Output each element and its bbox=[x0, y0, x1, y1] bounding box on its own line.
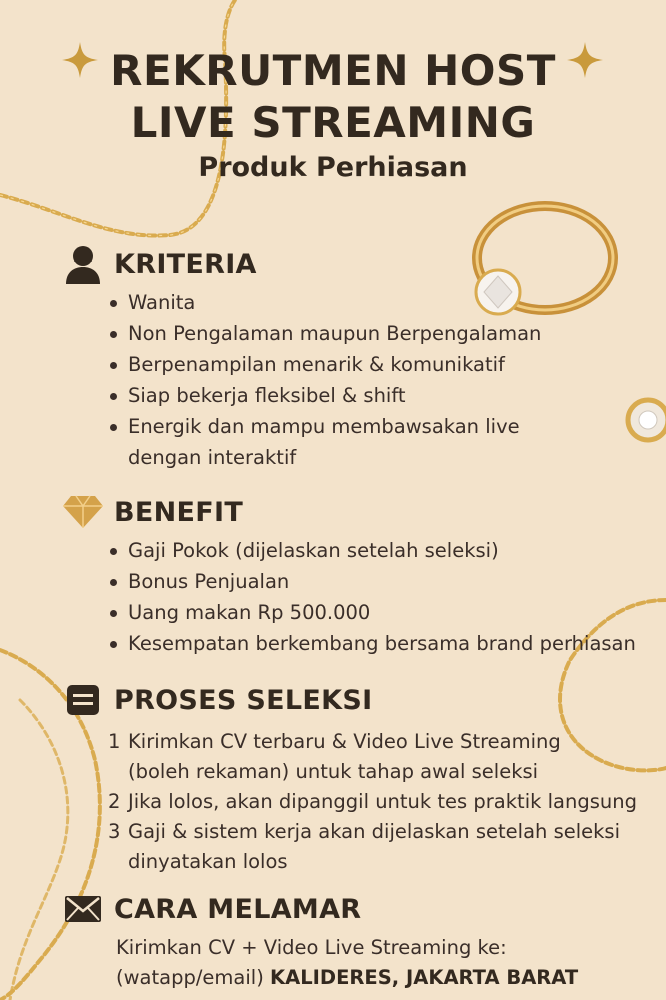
proses-list bbox=[106, 727, 637, 877]
step-item bbox=[106, 727, 637, 787]
title-line-1: REKRUTMEN HOST bbox=[110, 46, 556, 95]
apply-contact-method: (watapp/email) bbox=[116, 966, 264, 989]
list-item: Gaji Pokok (dijelaskan setelah seleksi) bbox=[108, 535, 636, 566]
section-title-kriteria: KRITERIA bbox=[114, 248, 257, 280]
step-item bbox=[106, 817, 637, 877]
subtitle: Produk Perhiasan bbox=[198, 152, 468, 183]
step-number: 2 bbox=[108, 790, 121, 813]
title-line-2: LIVE STREAMING bbox=[130, 98, 536, 147]
step-number: 1 bbox=[108, 730, 121, 753]
document-icon bbox=[62, 680, 104, 720]
list-item: Energik dan mampu membawsakan live bbox=[108, 411, 541, 442]
list-item: Siap bekerja fleksibel & shift bbox=[108, 380, 541, 411]
list-item-continuation: dengan interaktif bbox=[128, 446, 297, 469]
step-text-cont: (boleh rekaman) untuk tahap awal seleksi bbox=[128, 760, 539, 783]
section-header-proses bbox=[62, 680, 372, 720]
step-text-cont: dinyatakan lolos bbox=[128, 850, 288, 873]
list-item: Berpenampilan menarik & komunikatif bbox=[108, 349, 541, 380]
step-text: Kirimkan CV terbaru & Video Live Streaming bbox=[128, 730, 561, 753]
list-item: Kesempatan berkembang bersama brand perhiasan bbox=[108, 628, 636, 659]
list-item: Non Pengalaman maupun Berpengalaman bbox=[108, 318, 541, 349]
step-item bbox=[106, 787, 637, 817]
apply-location: KALIDERES, JAKARTA BARAT bbox=[270, 966, 579, 989]
apply-line-2 bbox=[116, 963, 578, 993]
step-text: Jika lolos, akan dipanggil untuk tes praktik langsung bbox=[128, 790, 637, 813]
envelope-icon bbox=[62, 889, 104, 929]
section-header-benefit bbox=[62, 492, 243, 532]
person-icon bbox=[62, 244, 104, 284]
section-title-benefit: BENEFIT bbox=[114, 496, 244, 528]
section-title-proses: PROSES SELEKSI bbox=[114, 684, 373, 716]
section-title-cara: CARA MELAMAR bbox=[114, 893, 362, 925]
list-item: Wanita bbox=[108, 287, 541, 318]
earring bbox=[628, 400, 666, 440]
apply-line-1: Kirimkan CV + Video Live Streaming ke: bbox=[116, 936, 507, 959]
kriteria-list bbox=[108, 287, 541, 473]
diamond-icon bbox=[62, 492, 104, 532]
section-header-cara bbox=[62, 889, 361, 929]
section-header-kriteria bbox=[62, 244, 257, 284]
step-number: 3 bbox=[108, 820, 121, 843]
list-item: Bonus Penjualan bbox=[108, 566, 636, 597]
step-text: Gaji & sistem kerja akan dijelaskan setelah seleksi bbox=[128, 820, 621, 843]
benefit-list bbox=[108, 535, 636, 659]
apply-instructions bbox=[116, 933, 578, 993]
list-item: Uang makan Rp 500.000 bbox=[108, 597, 636, 628]
